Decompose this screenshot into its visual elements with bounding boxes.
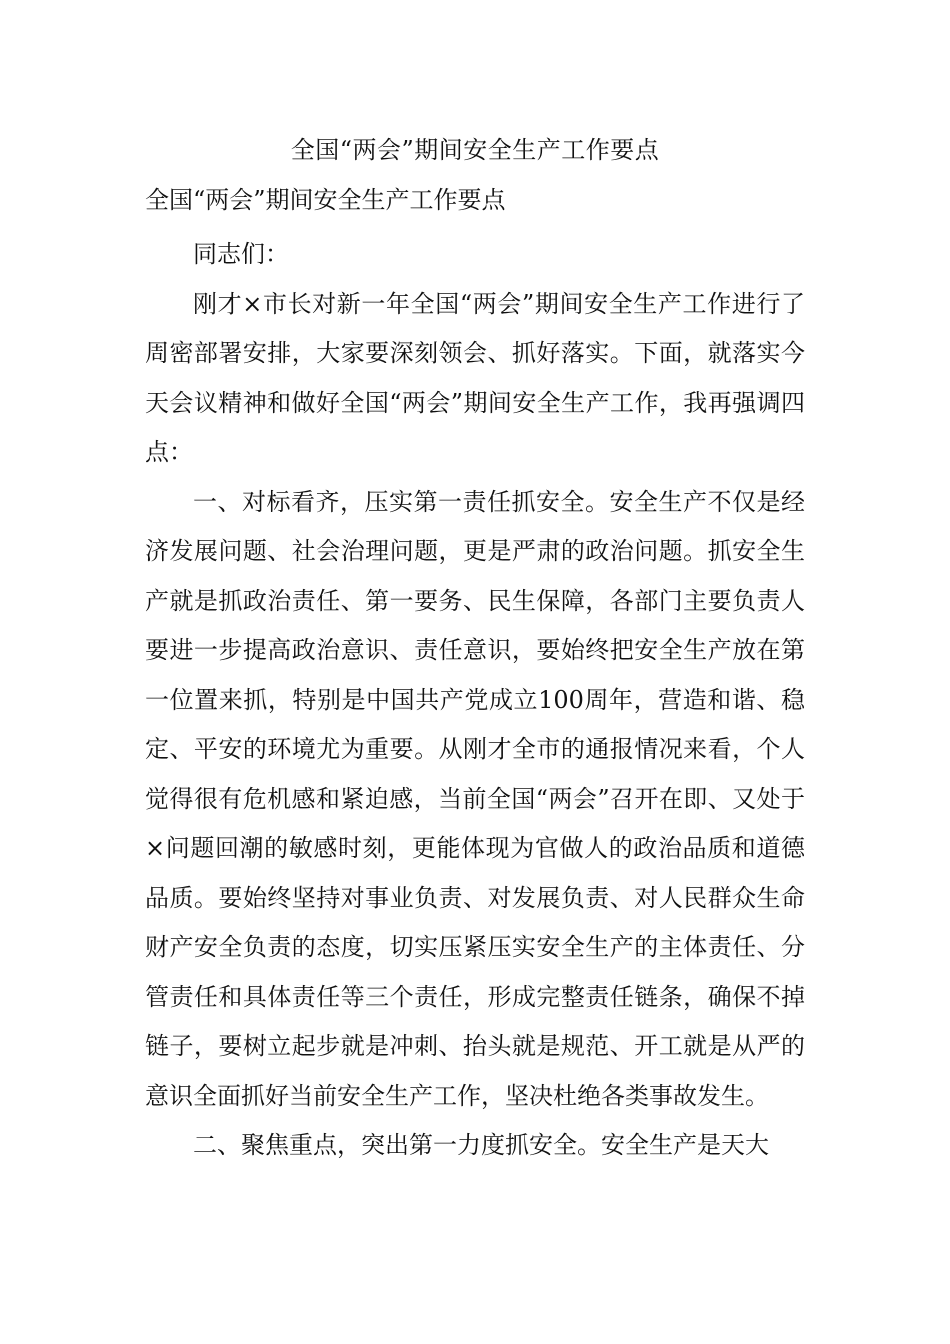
greeting-paragraph: 同志们： <box>193 240 289 268</box>
document-body <box>145 230 805 1171</box>
point-two-paragraph: 二、聚焦重点，突出第一力度抓安全。安全生产是天大 <box>193 1131 769 1159</box>
document-subtitle: 全国“两会”期间安全生产工作要点 <box>145 186 506 214</box>
point-one-paragraph: 一、对标看齐，压实第一责任抓安全。安全生产不仅是经济发展问题、社会治理问题，更是严肃的政治问题。抓安全生产就是抓政治责任、第一要务、民生保障，各部门主要负责人要进一步提高政治意识、责任意识，要始终把安全生产放在第一位置来抓，特别是中国共产党成立100周年，营造和谐、稳定、平安的环境尤为重要。从刚才全市的通报情况来看，个人觉得很有危机感和紧迫感，当前全国“两会”召开在即、又处于×问题回潮的敏感时刻，更能体现为官做人的政治品质和道德品质。要始终坚持对事业负责、对发展负责、对人民群众生命财产安全负责的态度，切实压紧压实安全生产的主体责任、分管责任和具体责任等三个责任，形成完整责任链条，确保不掉链子，要树立起步就是冲刺、抬头就是规范、开工就是从严的意识全面抓好当前安全生产工作，坚决杜绝各类事故发生。 <box>145 487 805 1110</box>
intro-paragraph: 刚才×市长对新一年全国“两会”期间安全生产工作进行了周密部署安排，大家要深刻领会、抓好落实。下面，就落实今天会议精神和做好全国“两会”期间安全生产工作，我再强调四点： <box>145 289 805 466</box>
document-title: 全国“两会”期间安全生产工作要点 <box>290 136 660 164</box>
